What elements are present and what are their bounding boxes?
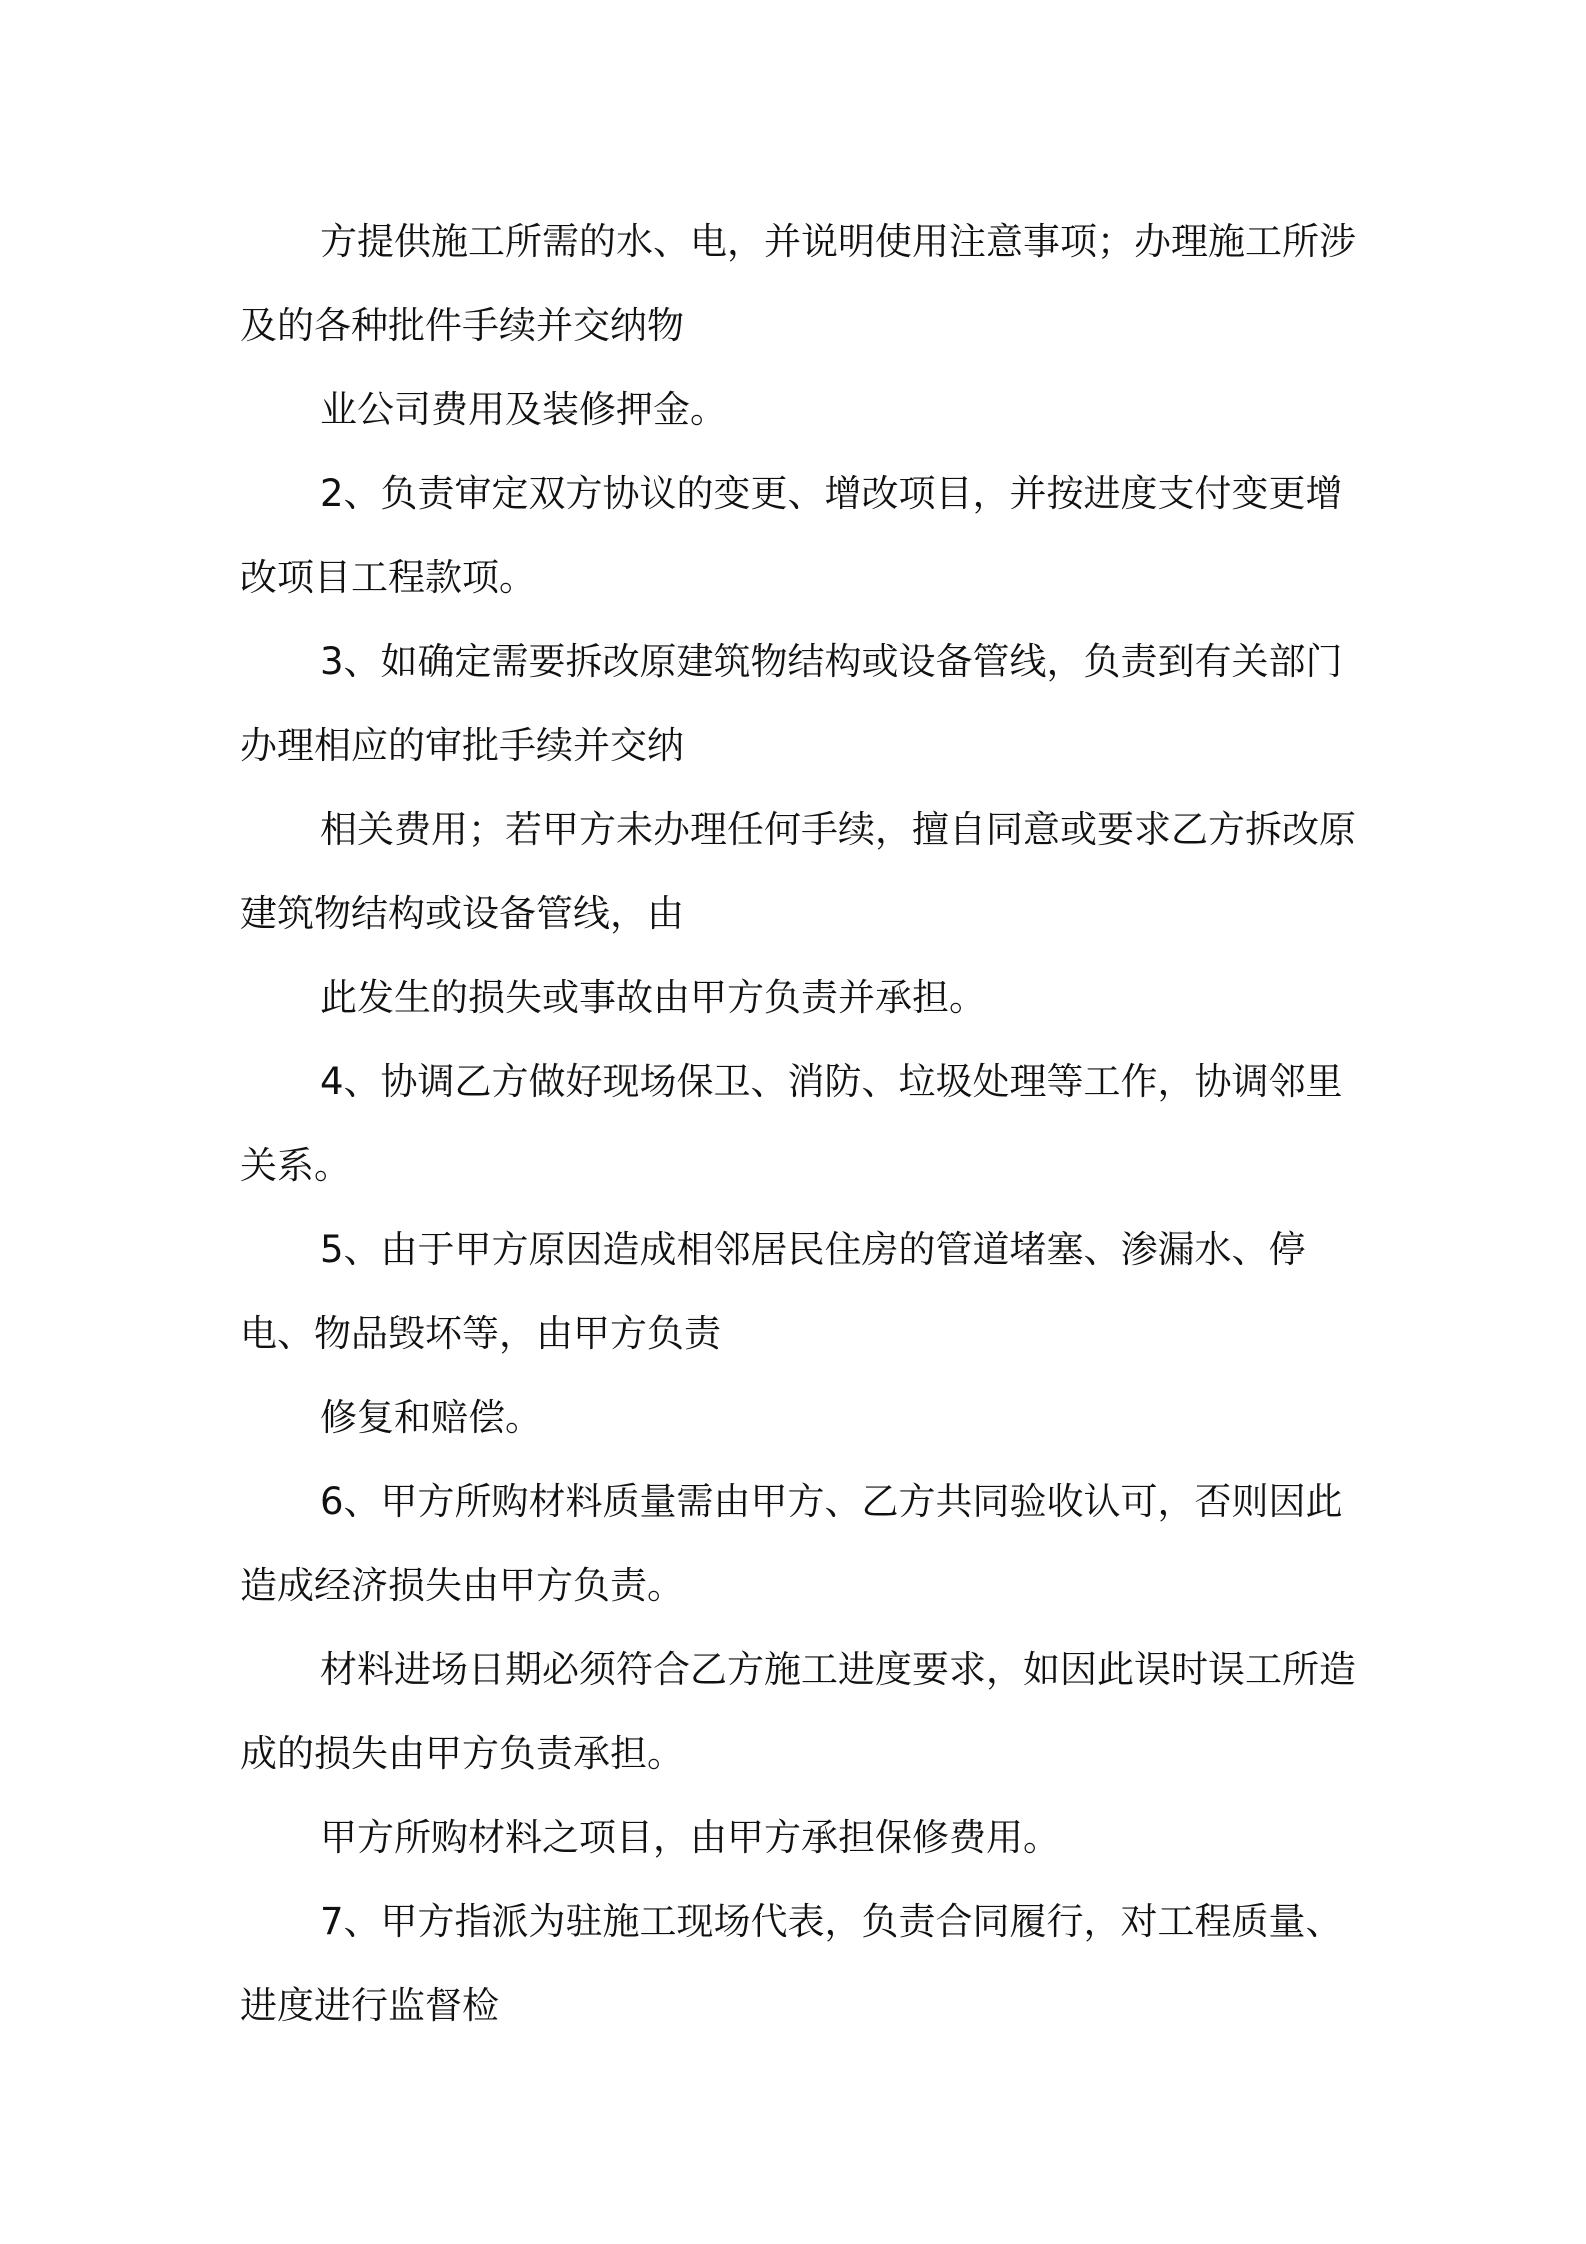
- paragraph-item-6: 6、甲方所购材料质量需由甲方、乙方共同验收认可，否则因此造成经济损失由甲方负责。: [240, 1480, 1343, 1607]
- paragraph-item-2: 2、负责审定双方协议的变更、增改项目，并按进度支付变更增改项目工程款项。: [240, 472, 1343, 599]
- paragraph-item-7: 7、甲方指派为驻施工现场代表，负责合同履行，对工程质量、进度进行监督检: [240, 1900, 1343, 2027]
- paragraph-item-3-liability: 此发生的损失或事故由甲方负责并承担。: [320, 976, 986, 1019]
- paragraph-item-3-fees: 相关费用；若甲方未办理任何手续，擅自同意或要求乙方拆改原建筑物结构或设备管线，由: [240, 808, 1356, 935]
- paragraph-item-4: 4、协调乙方做好现场保卫、消防、垃圾处理等工作，协调邻里关系。: [240, 1060, 1343, 1187]
- paragraph-water-power: 方提供施工所需的水、电，并说明使用注意事项；办理施工所涉及的各种批件手续并交纳物: [240, 220, 1356, 347]
- paragraph-material-warranty: 甲方所购材料之项目，由甲方承担保修费用。: [320, 1816, 1060, 1859]
- paragraph-property-fees: 业公司费用及装修押金。: [320, 388, 727, 431]
- paragraph-item-5: 5、由于甲方原因造成相邻居民住房的管道堵塞、渗漏水、停电、物品毁坏等，由甲方负责: [240, 1228, 1306, 1355]
- document-body: [240, 200, 1360, 2048]
- paragraph-item-5-repair: 修复和赔偿。: [320, 1396, 542, 1439]
- paragraph-material-schedule: 材料进场日期必须符合乙方施工进度要求，如因此误时误工所造成的损失由甲方负责承担。: [240, 1648, 1356, 1775]
- paragraph-item-3: 3、如确定需要拆改原建筑物结构或设备管线，负责到有关部门办理相应的审批手续并交纳: [240, 640, 1343, 767]
